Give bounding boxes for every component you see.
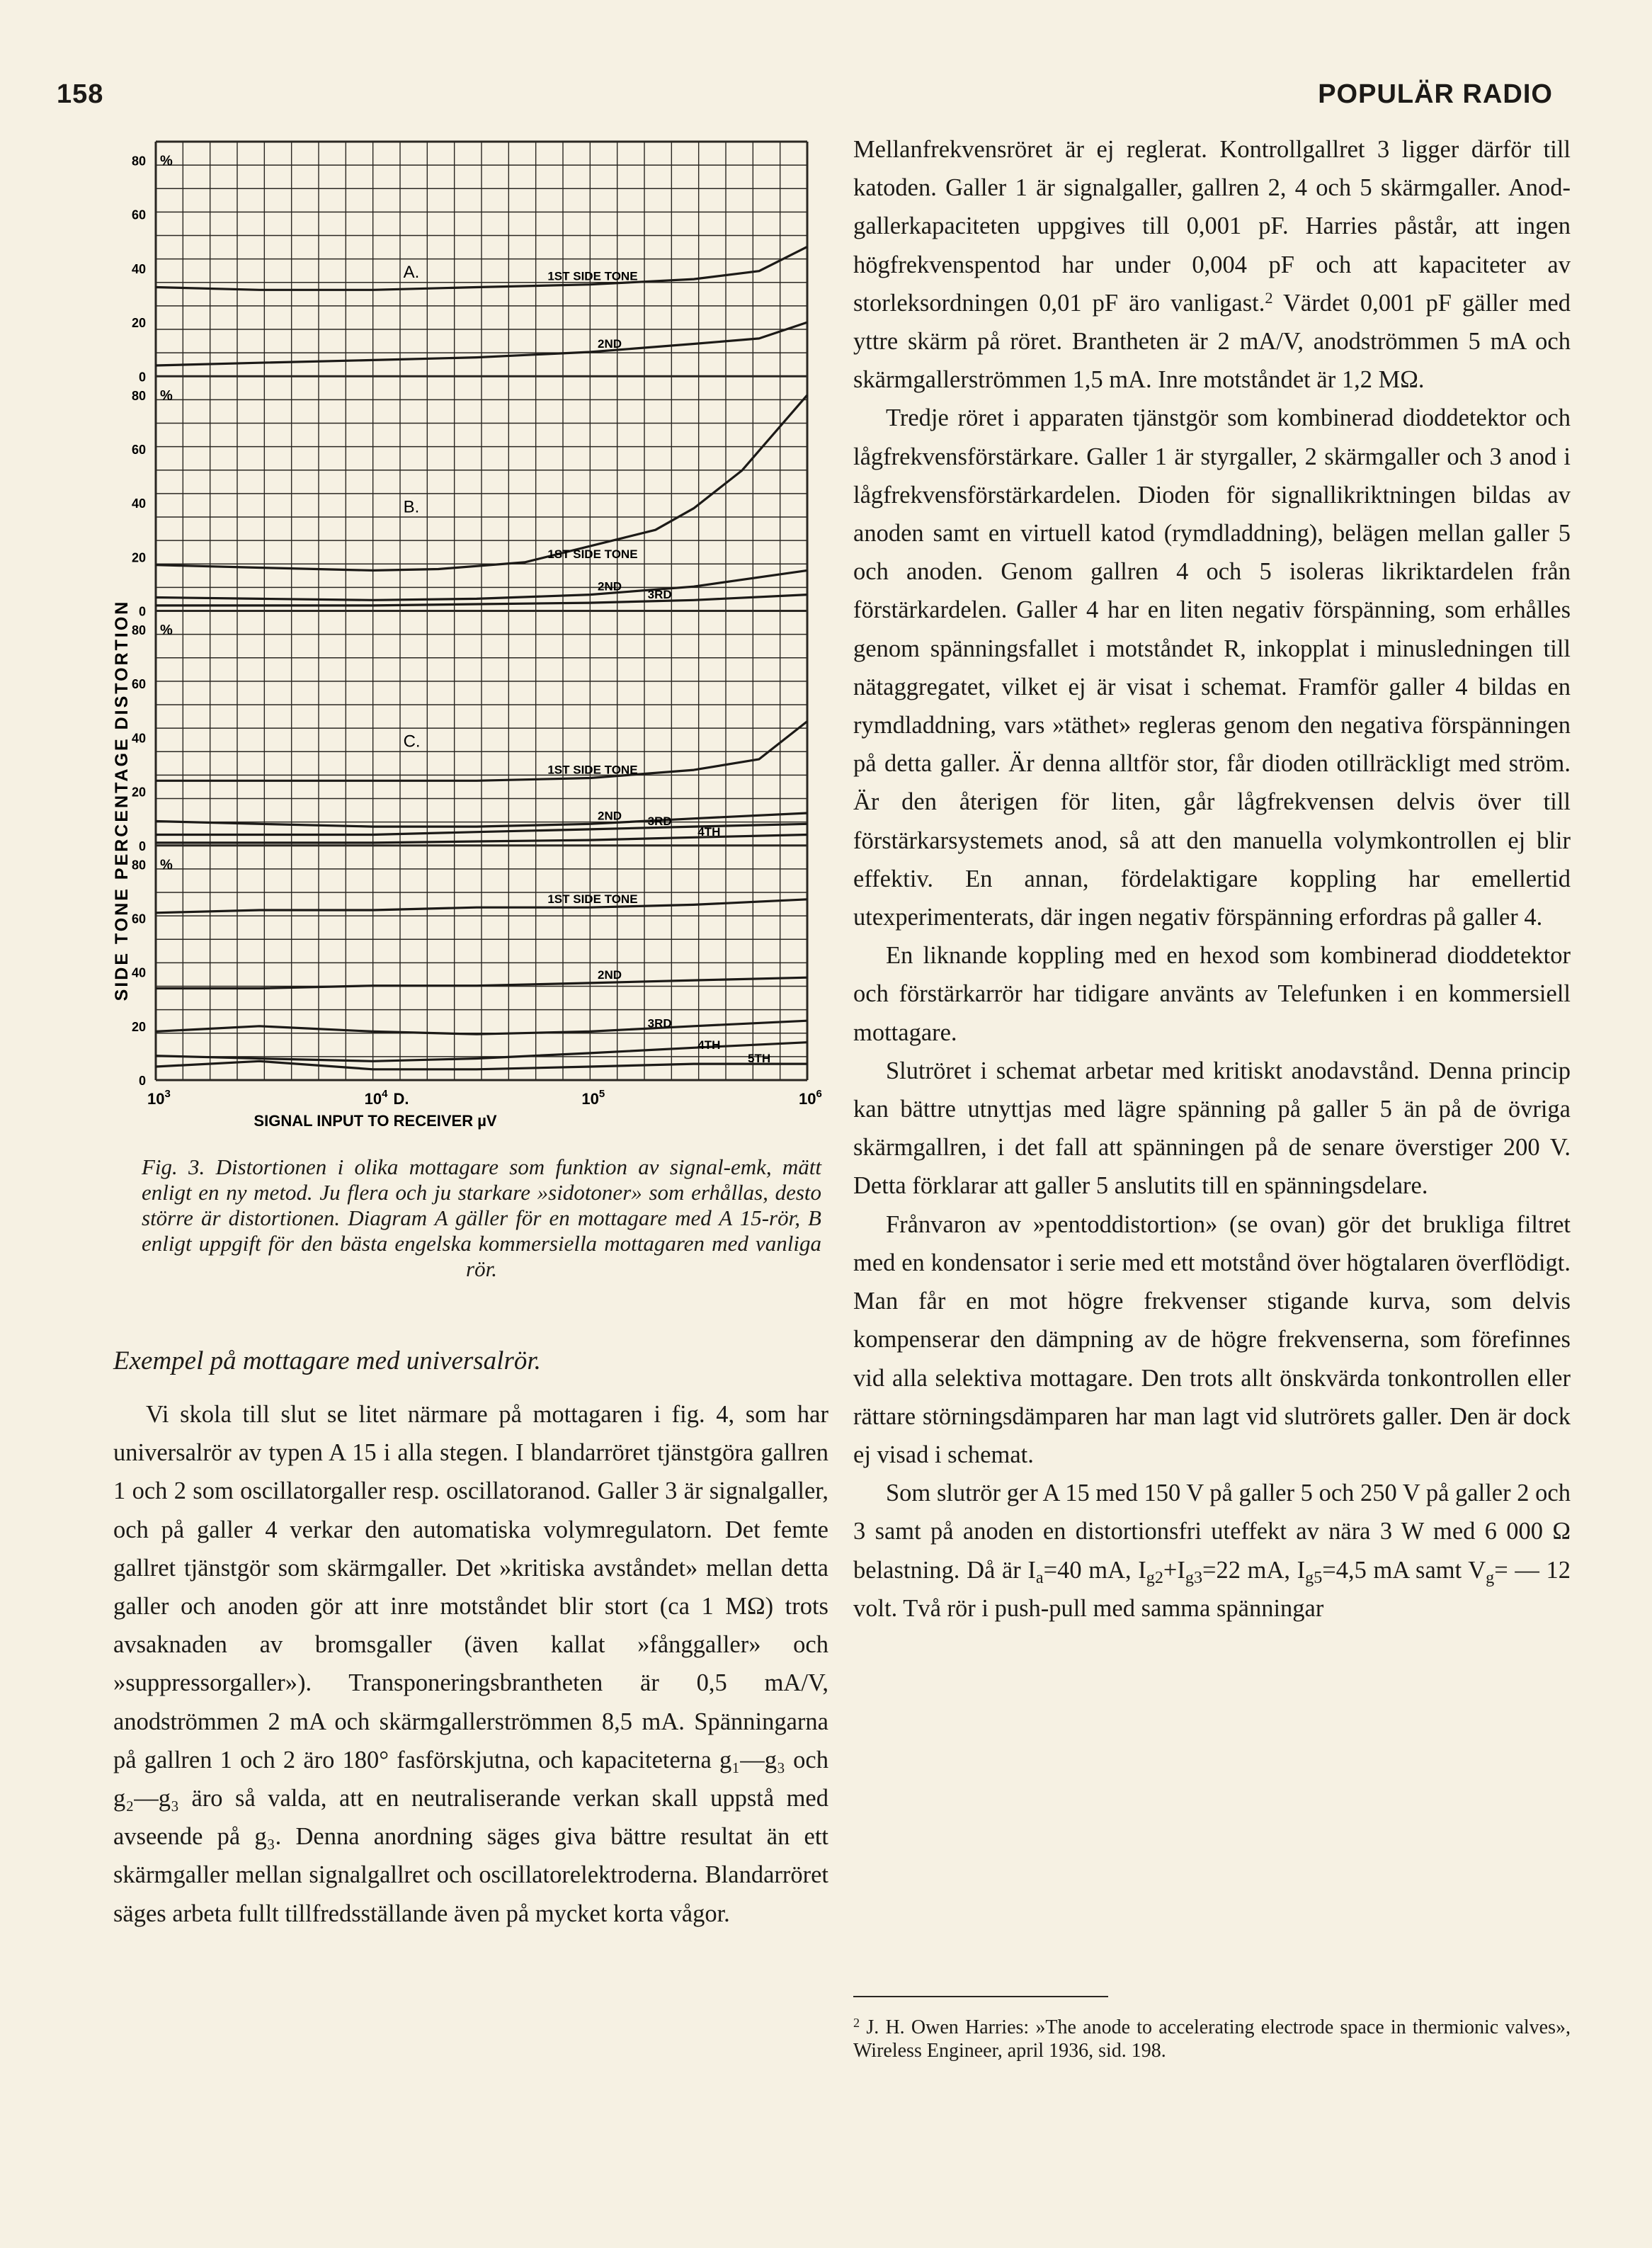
series-label: 1ST SIDE TONE	[547, 547, 638, 561]
series-label: 3RD	[647, 588, 672, 602]
x-tick-label: $10^6$	[799, 1088, 822, 1108]
section-heading: Exempel på mottagare med universalrör.	[113, 1346, 541, 1375]
figure-label: Fig. 3.	[142, 1154, 205, 1179]
y-axis-label-group	[112, 600, 132, 1001]
x-axis	[147, 1088, 822, 1130]
series-label: 3RD	[647, 814, 672, 828]
y-tick-label: 20	[131, 316, 146, 331]
panel-label: B.	[403, 497, 420, 517]
right-column	[853, 130, 1571, 1628]
series-label: 2ND	[598, 967, 622, 982]
series-label: 3RD	[647, 1016, 672, 1031]
footnote-ref: 2	[1265, 288, 1273, 307]
y-tick-label: 0	[138, 370, 146, 385]
y-tick-label: %	[160, 857, 173, 873]
y-tick-label: 20	[131, 1019, 146, 1034]
y-tick-label: 40	[131, 261, 146, 276]
x-tick-label: $10^3$	[147, 1088, 171, 1108]
y-tick-label: 60	[131, 208, 146, 222]
series-label: 2ND	[598, 579, 622, 594]
y-tick-label: 60	[131, 442, 146, 457]
series-label: 5TH	[748, 1051, 771, 1065]
left-column	[113, 1395, 828, 1933]
x-axis-label: SIGNAL INPUT TO RECEIVER µV	[254, 1112, 497, 1130]
series-label: 1ST SIDE TONE	[547, 763, 638, 777]
panel-label: C.	[403, 732, 421, 751]
series-label: 1ST SIDE TONE	[547, 269, 638, 283]
footnote: $^2$ J. H. Owen Harries: »The anode to accelerating electrode space in thermionic valves», Wireless Engineer, april 1936, sid. 198.	[853, 2015, 1571, 2062]
y-tick-label: 0	[138, 839, 146, 853]
paragraph: Slutröret i schemat arbetar med kritiskt anodavstånd. Denna princip kan bättre utnyttjas med lägre spänning på galler 5 än på de övriga skärmgallren, i det fall att spänningen på de senare överstiger 200 V. Detta förklarar att galler 5 anslutits till en spänningsdelare.	[853, 1057, 1571, 1200]
page-number: 158	[57, 79, 104, 109]
y-tick-label: 60	[131, 912, 146, 926]
paragraph: Tredje röret i apparaten tjänstgör som kombinerad dioddetektor och lågfrekvensförstärkare. Galler 1 är styrgaller, 2 skärmgaller och 3 anod i lågfrekvensförstärkardelen. Dioden för signallikriktningen bildas av anoden samt en virtuell katod (rymdladdning), belägen mellan galler 5 och anoden. Genom gallren 4 och 5 isoleras likriktardelen från förstärkardelen. Galler 4 har en liten negativ förspänning, som erhålles genom spänningsfallet i motståndet R, inkopplat i minusledningen till nätaggregatet, vilket ej är visat i schemat. Framför galler 4 bildas en rymdladdning, vars »täthet» regleras genom den negativa förspänningen på detta galler. Är denna alltför stor, får dioden otillräckligt med ström. Är den återigen för liten, går lågfrekvensen delvis över till förstärkarsystemets anod, så att den manuella volymkontrollen ej blir effektiv. En annan, fördelaktigare koppling har emellertid utexperimenterats, där ingen negativ förspänning erfordras på galler 4.	[853, 404, 1571, 931]
series-label: 4TH	[697, 825, 721, 839]
y-tick-label: 80	[131, 858, 146, 873]
paragraph: En liknande koppling med en hexod som kombinerad dioddetektor och förstärkarrör har tidigare använts av Telefunken i en kommersiell mottagare.	[853, 942, 1571, 1046]
y-tick-label: 20	[131, 550, 146, 565]
y-tick-label: 20	[131, 785, 146, 800]
y-tick-label: 40	[131, 496, 146, 511]
y-tick-label: %	[160, 387, 173, 404]
y-axis-label: SIDE TONE PERCENTAGE DISTORTION	[112, 599, 132, 1001]
y-tick-label: 60	[131, 677, 146, 692]
journal-title: POPULÄR RADIO	[1318, 79, 1553, 109]
y-tick-label: 0	[138, 604, 146, 619]
y-tick-label: 80	[131, 154, 146, 169]
figure-caption-text: Distortionen i olika mottagare som funktion av signal-emk, mätt enligt en ny metod. Ju flera och ju starkare »sidotoner» som erhållas, desto större är distortionen. Diagram A gäller för en mottagare med A 15-rör, B enligt uppgift för den bästa engelska kommersiella mottagaren med vanliga rör.	[142, 1154, 821, 1281]
paragraph: Mellanfrekvensröret är ej reglerat. Kontrollgallret 3 ligger därför till katoden. Galler 1 är signalgaller, gallren 2, 4 och 5 skärmgaller. Anod-gallerkapaciteten uppgives till 0,001 pF. Harries påstår, att ingen högfrekvenspentod har under 0,004 pF och att kapaciteter av storleksordningen 0,01 pF äro vanligast.$^2$ Värdet 0,001 pF gäller med yttre skärm på röret. Brantheten är 2 mA/V, anodströmmen 5 mA och skärmgallerströmmen 1,5 mA. Inre motståndet är 1,2 MΩ.	[853, 136, 1571, 394]
series-label: 2ND	[598, 809, 622, 823]
series-label: 2ND	[598, 336, 622, 351]
chart-grid	[156, 142, 807, 1080]
x-tick-label: $10^4$ D.	[364, 1088, 409, 1108]
panel-label: A.	[403, 263, 420, 283]
y-tick-label: 40	[131, 731, 146, 746]
x-tick-label: $10^5$	[581, 1088, 605, 1108]
y-tick-label: 40	[131, 965, 146, 980]
paragraph: Vi skola till slut se litet närmare på mottagaren i fig. 4, som har universalrör av typen A 15 i alla stegen. I blandarröret tjänstgöra gallren 1 och 2 som oscillatorgaller resp. oscillatoranod. Galler 3 är signalgaller, och på galler 4 verkar den automatiska volymregulatorn. Det femte gallret tjänstgör som skärmgaller. Det »kritiska avståndet» mellan detta galler och anoden gör att inre motståndet blir stort (ca 1 MΩ) trots avsaknaden av bromsgaller (även kallat »fånggaller» och »suppressorgaller»). Transponeringsbrantheten är 0,5 mA/V, anodströmmen 2 mA och skärmgallerströmmen 8,5 mA. Spänningarna på gallren 1 och 2 äro 180° fasförskjutna, och kapaciteterna g₁—g₃ och g₂—g₃ äro så valda, att en neutraliserande verkan skall uppstå med avseende på g₃. Denna anordning säges giva bättre resultat än ett skärmgaller mellan signalgallret och oscillatorelektroderna. Blandarröret säges arbeta fullt tillfredsställande även på mycket korta vågor.	[113, 1401, 828, 1927]
y-tick-label: %	[160, 623, 173, 638]
distortion-chart	[71, 120, 836, 1133]
figure-caption	[142, 1154, 821, 1282]
series-label: 1ST SIDE TONE	[547, 892, 638, 907]
y-tick-label: 0	[138, 1074, 146, 1088]
y-tick-label: 80	[131, 623, 146, 637]
series-label: 4TH	[697, 1038, 721, 1052]
footnote-rule	[853, 1996, 1108, 1997]
y-tick-labels	[132, 154, 173, 1089]
footnote-marker: 2	[853, 2015, 860, 2030]
paragraph: Frånvaron av »pentoddistortion» (se ovan) gör det brukliga filtret med en kondensator i serie med ett motstånd över högtalaren överflödigt. Man får en mot högre frekvenser stigande kurva, som delvis kompenserar den dämpning av de högre frekvenserna, som förefinnes vid alla selektiva mottagare. Den trots allt önskvärda tonkontrollen eller rättare störningsdämparen har man lagt vid slutrörets galler. Den är dock ej visad i schemat.	[853, 1210, 1571, 1468]
y-tick-label: %	[160, 153, 173, 169]
y-tick-label: 80	[131, 388, 146, 403]
paragraph: Som slutrör ger A 15 med 150 V på galler 5 och 250 V på galler 2 och 3 samt på anoden en distortionsfri uteffekt av nära 3 W med 6 000 Ω belastning. Då är $I_a=40$ mA, $I_{g2}+I_{g3}=22$ mA, $I_{g5}=4,5$ mA samt $V_g=$ — 12 volt. Två rör i push-pull med samma spänningar	[853, 1480, 1571, 1622]
